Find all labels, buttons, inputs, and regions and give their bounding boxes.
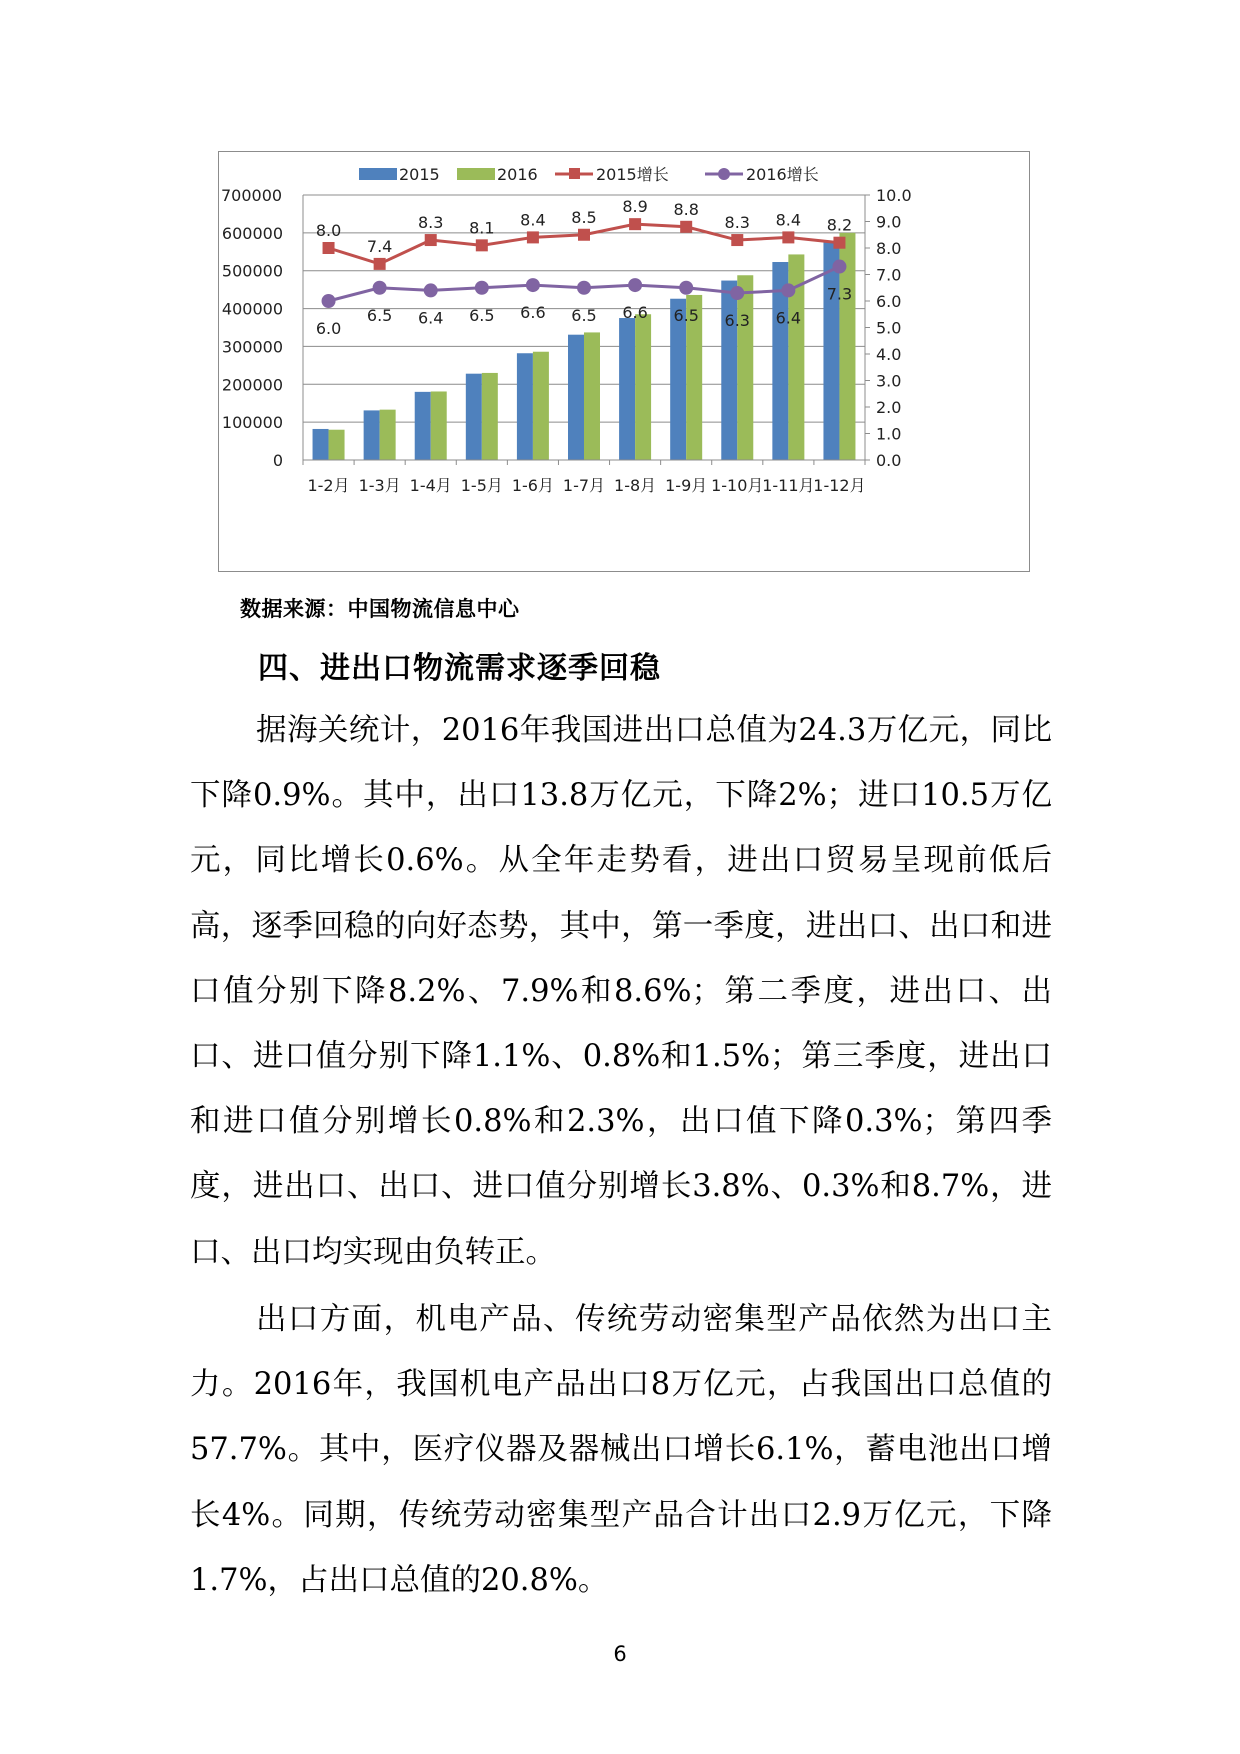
right-axis-tick-label: 4.0 <box>876 345 902 364</box>
bar-2015 <box>415 392 431 460</box>
left-axis-tick-label: 100000 <box>221 413 283 433</box>
right-axis-tick-label: 10.0 <box>876 186 912 205</box>
section-heading: 四、进出口物流需求逐季回稳 <box>258 651 661 686</box>
data-label-2016增长: 6.6 <box>520 303 546 323</box>
bar-2016 <box>329 430 345 460</box>
point-2015增长 <box>527 231 539 243</box>
point-2016增长 <box>781 283 795 297</box>
right-axis-tick-label: 3.0 <box>876 371 902 391</box>
bar-2016 <box>380 410 396 460</box>
data-label-2015增长: 8.5 <box>571 207 597 227</box>
point-2015增长 <box>782 231 794 243</box>
data-source-note: 数据来源：中国物流信息中心 <box>240 597 520 621</box>
point-2016增长 <box>322 294 336 308</box>
point-2016增长 <box>832 260 846 274</box>
data-label-2016增长: 6.6 <box>622 303 648 323</box>
category-label: 1-8月 <box>614 476 657 495</box>
bar-2016 <box>737 275 753 460</box>
point-2015增长 <box>476 239 488 251</box>
right-axis-tick-label: 0.0 <box>876 451 902 470</box>
legend-label: 2016 <box>497 165 538 184</box>
data-label-2015增长: 8.2 <box>826 215 853 235</box>
point-2015增长 <box>374 258 386 270</box>
point-2015增长 <box>578 229 590 241</box>
page-number: 6 <box>613 1642 627 1666</box>
point-2015增长 <box>323 242 335 254</box>
data-label-2015增长: 7.4 <box>366 236 393 256</box>
legend-marker <box>569 168 580 179</box>
bar-2015 <box>619 318 635 460</box>
body-paragraph-1: 据海关统计，2016年我国进出口总值为24.3万亿元，同比下降0.9%。其中，出口13.8万亿元，下降2%；进口10.5万亿元，同比增长0.6%。从全年走势看，进出口贸易呈现前低后高，逐季回稳的向好态势，其中，第一季度，进出口、出口和进口值分别下降8.2%、7.9%和8.6%；第二季度，进出口、出口、进口值分别下降1.1%、0.8%和1.5%；第三季度，进出口和进口值分别增长0.8%和2.3%，出口值下降0.3%；第四季度，进出口、出口、进口值分别增长3.8%、0.3%和8.7%，进口、出口均实现由负转正。 <box>190 713 1052 1270</box>
point-2015增长 <box>680 221 692 233</box>
body-paragraph-2: 出口方面，机电产品、传统劳动密集型产品依然为出口主力。2016年，我国机电产品出口8万亿元，占我国出口总值的57.7%。其中，医疗仪器及器械出口增长6.1%，蓄电池出口增长4%。同期，传统劳动密集型产品合计出口2.9万亿元，下降1.7%，占出口总值的20.8%。 <box>190 1302 1052 1598</box>
category-label: 1-7月 <box>562 476 606 495</box>
legend-label: 2015增长 <box>596 165 669 184</box>
bar-2015 <box>364 410 380 460</box>
data-label-2015增长: 8.3 <box>418 213 444 233</box>
data-label-2015增长: 8.1 <box>469 218 495 238</box>
legend-marker <box>718 168 730 180</box>
data-label-2015增长: 8.4 <box>520 210 546 230</box>
right-axis-tick-label: 7.0 <box>876 265 902 285</box>
data-label-2016增长: 6.5 <box>366 305 393 325</box>
point-2015增长 <box>629 218 641 230</box>
right-axis-tick-label: 2.0 <box>876 398 902 417</box>
left-axis-tick-label: 400000 <box>221 299 283 319</box>
bar-2015 <box>313 429 329 460</box>
category-label: 1-2月 <box>307 476 350 495</box>
bar-2015 <box>823 242 839 460</box>
data-label-2016增长: 6.5 <box>571 305 597 325</box>
point-2015增长 <box>731 234 743 246</box>
data-label-2016增长: 6.5 <box>469 305 495 325</box>
data-label-2016增长: 6.3 <box>724 311 750 331</box>
legend-swatch <box>457 168 495 180</box>
right-axis-tick-label: 6.0 <box>876 292 902 311</box>
point-2016增长 <box>628 278 642 292</box>
bar-2016 <box>533 352 549 460</box>
right-axis-tick-label: 9.0 <box>876 212 902 232</box>
category-label: 1-12月 <box>813 476 866 495</box>
data-label-2016增长: 6.4 <box>418 308 444 328</box>
right-axis-tick-label: 5.0 <box>876 318 902 338</box>
left-axis-tick-label: 500000 <box>221 261 283 281</box>
point-2016增长 <box>577 281 591 295</box>
category-label: 1-3月 <box>358 476 401 495</box>
bar-2015 <box>721 281 737 460</box>
bar-2016 <box>635 314 651 460</box>
point-2015增长 <box>833 237 845 249</box>
legend-label: 2015 <box>399 165 440 184</box>
bar-2016 <box>482 373 498 460</box>
left-axis-tick-label: 700000 <box>221 186 283 205</box>
category-label: 1-9月 <box>665 476 708 495</box>
point-2015增长 <box>425 234 437 246</box>
logistics-chart <box>218 151 1030 572</box>
data-label-2015增长: 8.8 <box>673 199 699 219</box>
bar-2016 <box>431 391 447 460</box>
bar-2015 <box>568 335 584 460</box>
data-label-2016增长: 6.4 <box>775 308 802 328</box>
left-axis-tick-label: 600000 <box>221 223 283 243</box>
category-label: 1-4月 <box>409 476 452 495</box>
point-2016增长 <box>526 278 540 292</box>
legend-swatch <box>359 168 397 180</box>
category-label: 1-10月 <box>711 476 764 495</box>
right-axis-tick-label: 8.0 <box>876 239 902 258</box>
data-label-2015增长: 8.4 <box>775 210 802 230</box>
chart-canvas <box>219 152 1028 570</box>
bar-2015 <box>466 374 482 460</box>
data-label-2015增长: 8.3 <box>724 213 750 233</box>
legend-label: 2016增长 <box>746 165 819 184</box>
point-2016增长 <box>730 286 744 300</box>
point-2016增长 <box>373 281 387 295</box>
data-label-2016增长: 6.0 <box>315 319 342 338</box>
point-2016增长 <box>679 281 693 295</box>
data-label-2015增长: 8.0 <box>315 221 342 240</box>
bar-2016 <box>584 332 600 460</box>
left-axis-tick-label: 300000 <box>221 337 283 357</box>
category-label: 1-11月 <box>762 476 815 495</box>
data-label-2015增长: 8.9 <box>622 197 648 217</box>
bar-2015 <box>517 353 533 460</box>
left-axis-tick-label: 200000 <box>221 375 283 395</box>
left-axis-tick-label: 0 <box>272 451 283 470</box>
point-2016增长 <box>475 281 489 295</box>
data-label-2016增长: 7.3 <box>826 284 853 304</box>
category-label: 1-6月 <box>511 476 554 495</box>
right-axis-tick-label: 1.0 <box>876 424 902 444</box>
category-label: 1-5月 <box>460 476 503 495</box>
data-label-2016增长: 6.5 <box>673 305 699 325</box>
point-2016增长 <box>424 283 438 297</box>
